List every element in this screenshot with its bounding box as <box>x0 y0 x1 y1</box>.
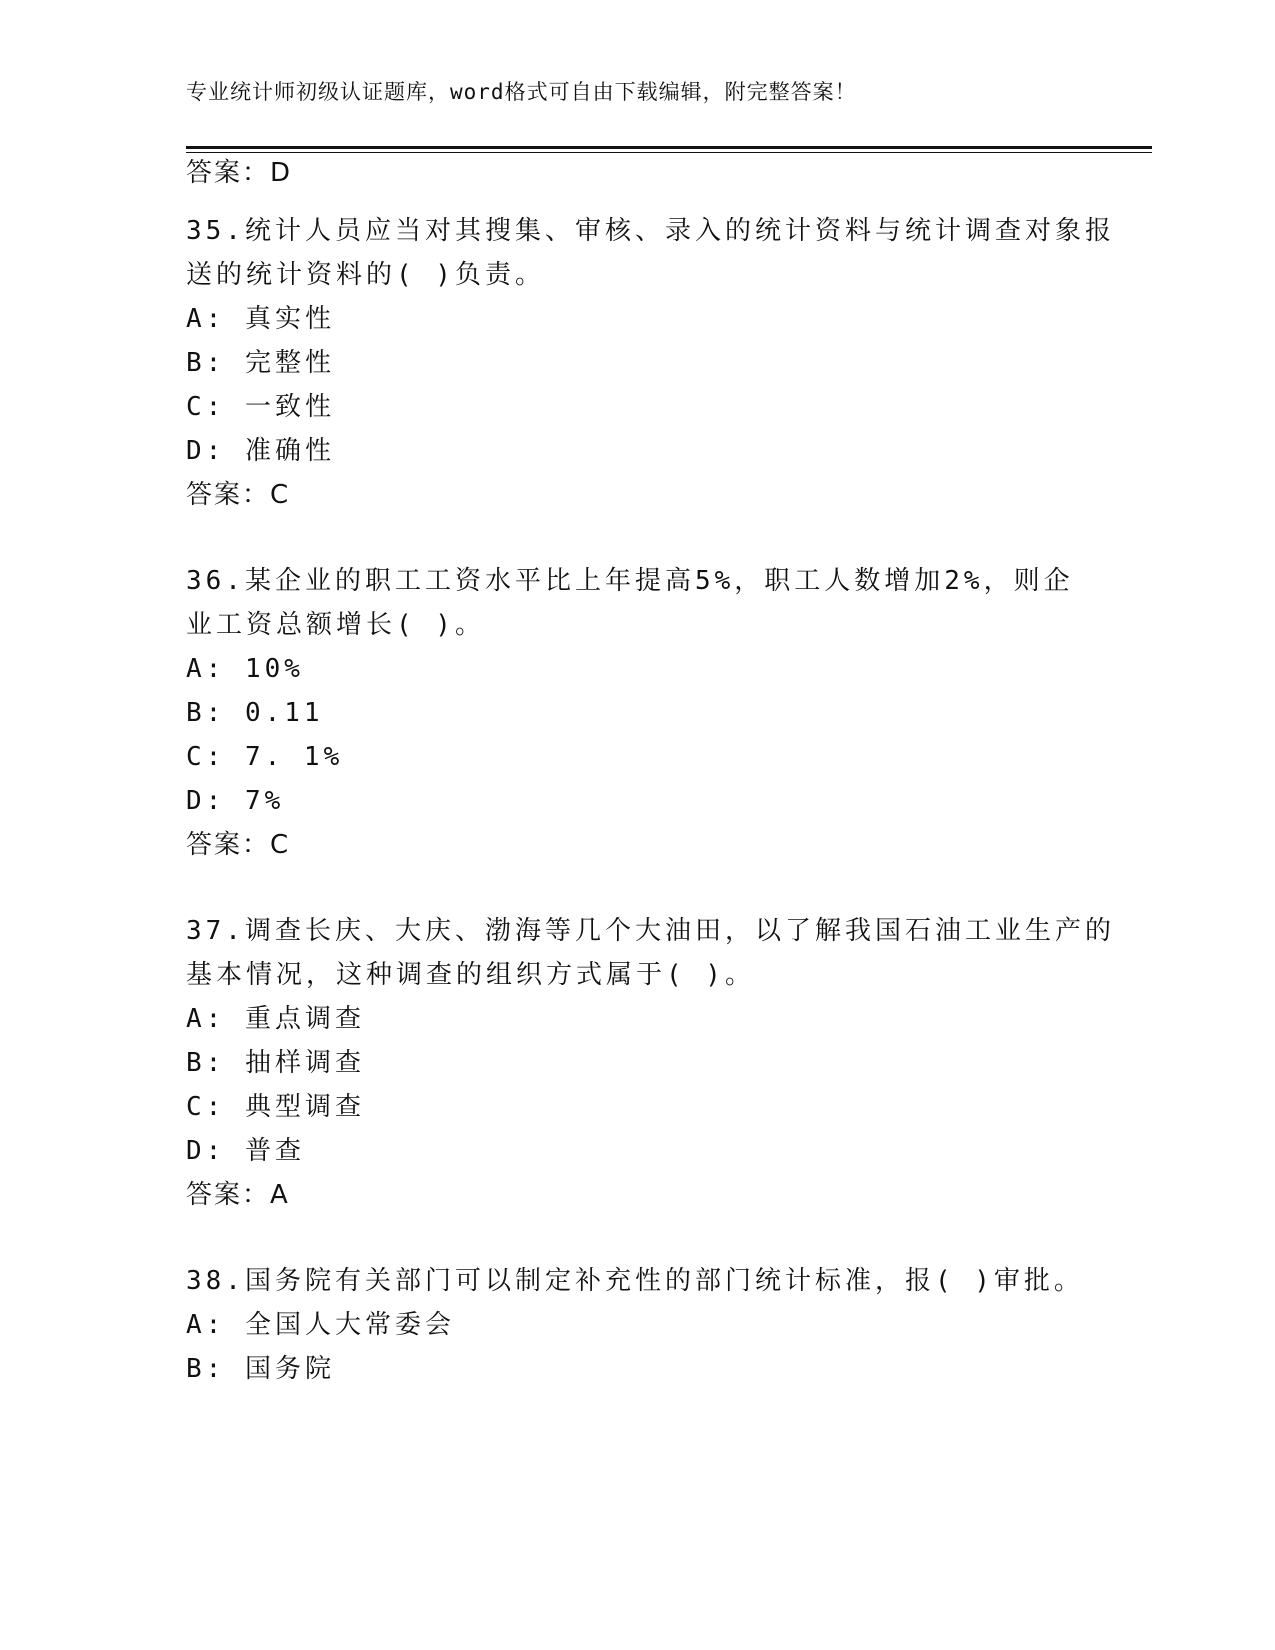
header-divider <box>186 146 1152 153</box>
question-stem-line: 38.国务院有关部门可以制定补充性的部门统计标准，报( )审批。 <box>186 1266 1084 1296</box>
option-d: D: 7% <box>186 786 285 816</box>
option-c: C: 典型调查 <box>186 1092 365 1122</box>
option-d: D: 普查 <box>186 1136 305 1166</box>
option-b: B: 国务院 <box>186 1354 335 1384</box>
option-a: A: 重点调查 <box>186 1004 365 1034</box>
answer: 答案：C <box>186 830 291 860</box>
question-stem-line: 基本情况，这种调查的组织方式属于( )。 <box>186 960 755 990</box>
option-b: B: 0.11 <box>186 698 324 728</box>
option-c: C: 7. 1% <box>186 742 344 772</box>
answer: 答案：C <box>186 480 291 510</box>
previous-answer: 答案：D <box>186 158 293 188</box>
question-stem-line: 37.调查长庆、大庆、渤海等几个大油田，以了解我国石油工业生产的 <box>186 916 1115 946</box>
question-stem-line: 送的统计资料的( )负责。 <box>186 260 545 290</box>
option-d: D: 准确性 <box>186 436 335 466</box>
question-stem-line: 35.统计人员应当对其搜集、审核、录入的统计资料与统计调查对象报 <box>186 216 1115 246</box>
option-a: A: 10% <box>186 654 304 684</box>
page-header: 专业统计师初级认证题库，word格式可自由下载编辑，附完整答案！ <box>186 80 857 104</box>
option-a: A: 真实性 <box>186 304 335 334</box>
option-b: B: 完整性 <box>186 348 335 378</box>
answer: 答案：A <box>186 1180 290 1210</box>
question-stem-line: 业工资总额增长( )。 <box>186 610 485 640</box>
option-b: B: 抽样调查 <box>186 1048 365 1078</box>
question-stem-line: 36.某企业的职工工资水平比上年提高5%，职工人数增加2%，则企 <box>186 566 1074 596</box>
option-c: C: 一致性 <box>186 392 335 422</box>
option-a: A: 全国人大常委会 <box>186 1310 455 1340</box>
